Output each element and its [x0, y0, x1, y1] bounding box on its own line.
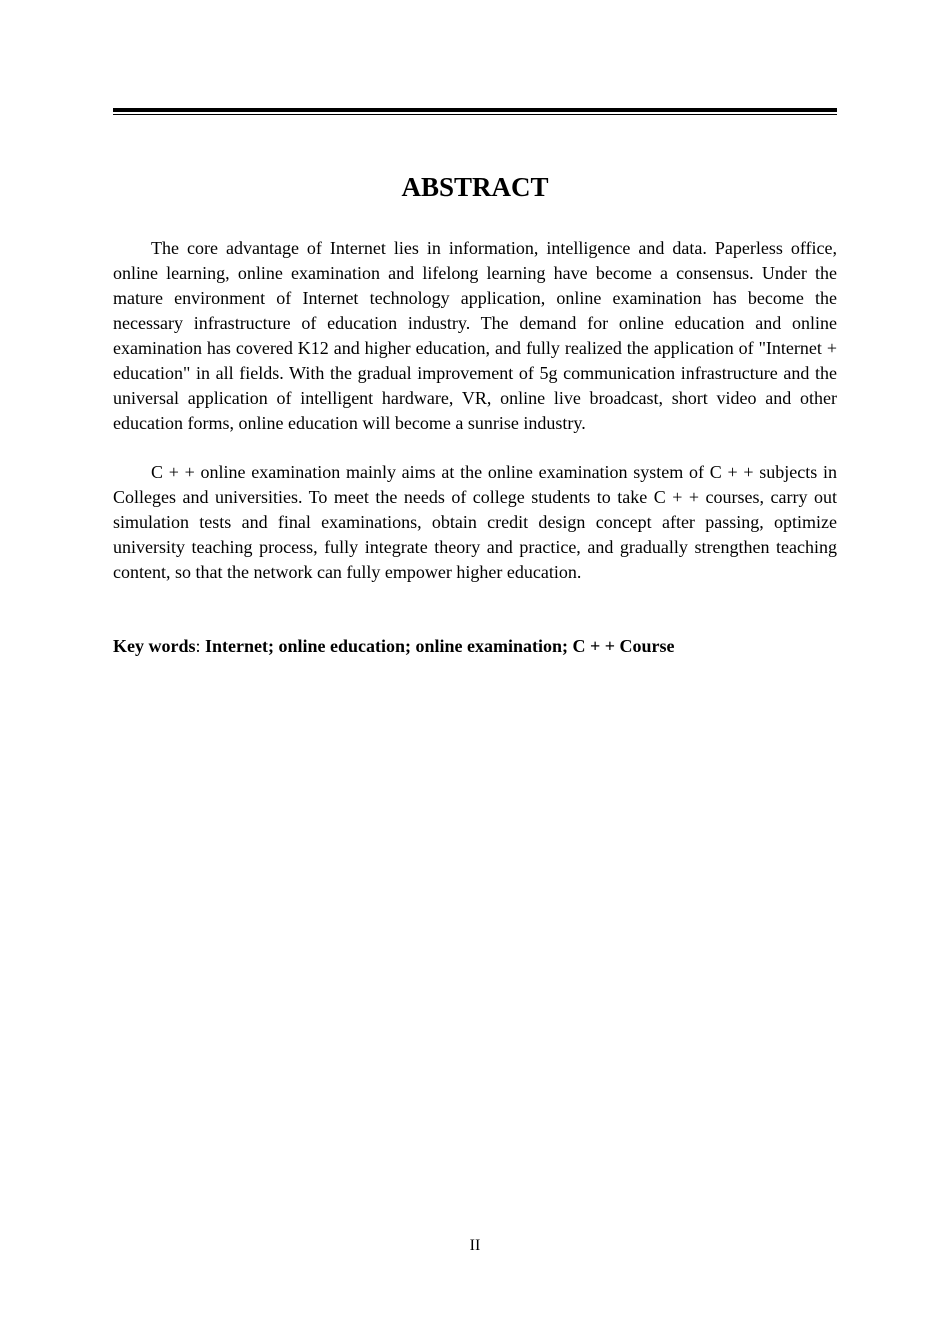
- page-title: ABSTRACT: [401, 172, 549, 202]
- keywords-separator: :: [195, 636, 206, 656]
- keywords-label: Key words: [113, 636, 196, 656]
- abstract-paragraph-2: C + + online examination mainly aims at the online examination system of C + + subjects in Colleges and universities. To meet the needs of college students to take C + + courses, carry out simulation tests and final examinations, obtain credit design concept after passing, optimize university teaching process, fully integrate theory and practice, and gradually strengthen teaching content, so that the network can fully empower higher education.: [113, 462, 837, 582]
- page-number: II: [469, 1237, 481, 1254]
- header-rule-thick: [113, 108, 837, 112]
- header-rule: [113, 108, 837, 115]
- header-rule-thin: [113, 114, 837, 115]
- abstract-paragraph-1: The core advantage of Internet lies in information, intelligence and data. Paperless office, online learning, online examination and lifelong learning have become a consensus. Under the mature environment of Internet technology application, online examination has become the necessary infrastructure of education industry. The demand for online education and online examination has covered K12 and higher education, and fully realized the application of "Internet + education" in all fields. With the gradual improvement of 5g communication infrastructure and the universal application of intelligent hardware, VR, online live broadcast, short video and other education forms, online education will become a sunrise industry.: [113, 238, 837, 433]
- keywords-line: [113, 634, 837, 659]
- keywords-values: Internet; online education; online examination; C + + Course: [205, 636, 675, 656]
